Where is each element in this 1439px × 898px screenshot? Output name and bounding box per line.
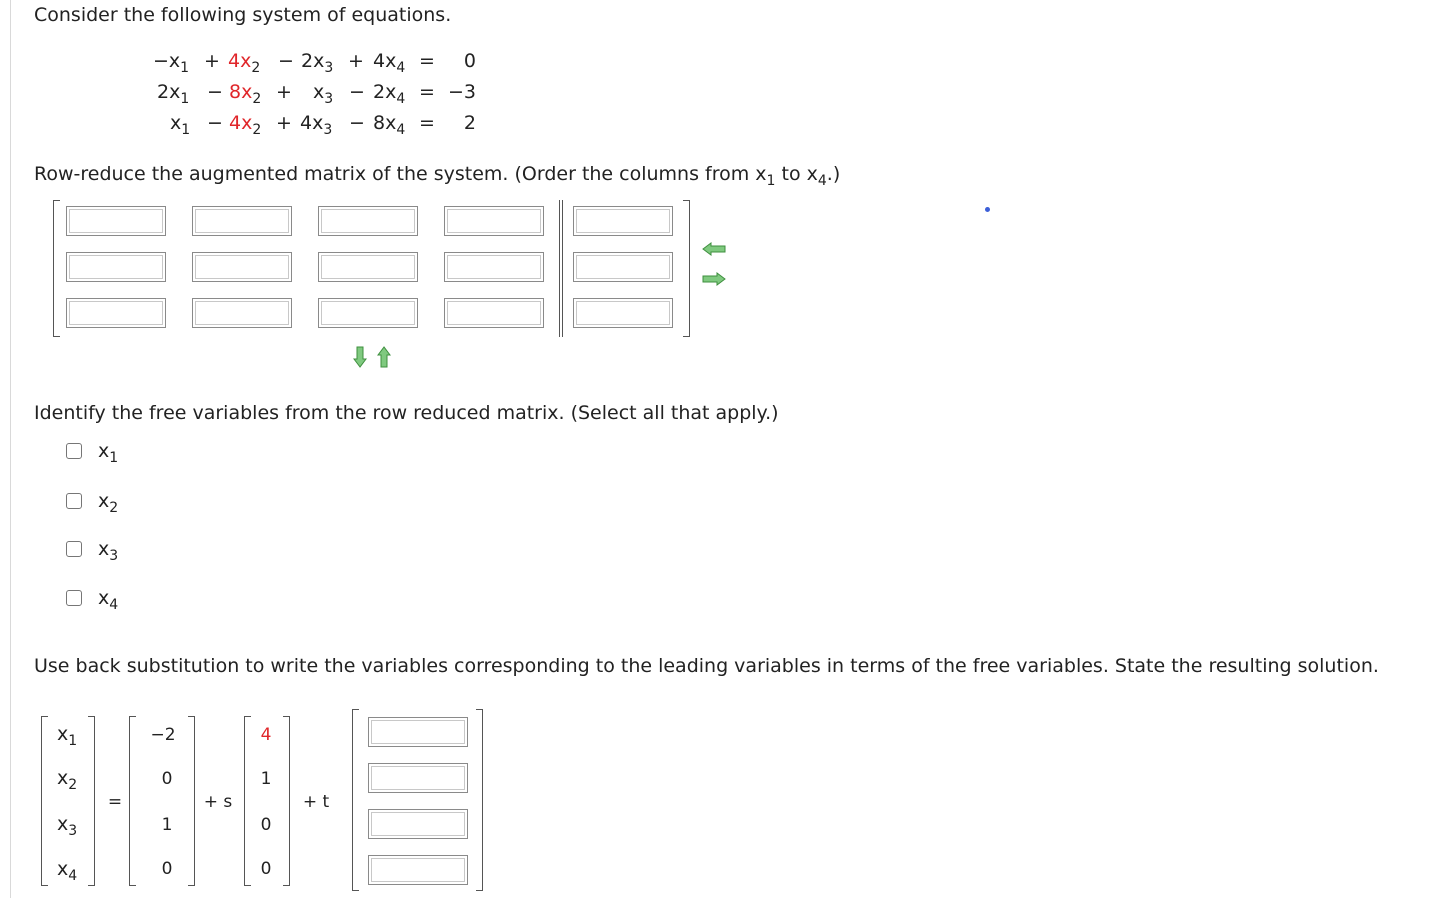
matrix-right-bracket-bottom xyxy=(683,336,690,337)
free-var-label-x2: $x_2$ xyxy=(98,490,119,516)
eq3-term1: $x_1$ xyxy=(170,112,191,138)
s-vector-lb-top xyxy=(129,716,136,717)
var-vector-left-bracket xyxy=(41,716,42,886)
eq2-term2: $8x_2$ xyxy=(229,81,262,107)
sol-var-x3: $x_3$ xyxy=(57,813,78,839)
eq3-rhs: 2 xyxy=(463,112,476,134)
free-vars-prompt: Identify the free variables from the row reduced matrix. (Select all that apply.) xyxy=(34,402,779,424)
t-vector-entry-2: 1 xyxy=(260,769,272,789)
eq2-term1: $2x_1$ xyxy=(157,81,190,107)
sol-var-x4: $x_4$ xyxy=(57,858,78,884)
augment-divider xyxy=(559,200,560,337)
matrix-right-bracket-top xyxy=(683,200,690,201)
var-vector-right-bracket xyxy=(94,716,95,886)
checkbox-x3[interactable] xyxy=(66,541,82,557)
matrix-cell-r3c1[interactable] xyxy=(66,298,166,328)
matrix-cell-r2c5[interactable] xyxy=(573,252,673,282)
remove-row-up-arrow-icon[interactable] xyxy=(377,346,391,368)
eq2-op2: + xyxy=(276,81,292,103)
eq1-op3: + xyxy=(348,50,364,72)
eq2-term4: $2x_4$ xyxy=(373,81,406,107)
answer-cell-1[interactable] xyxy=(368,717,468,747)
matrix-right-bracket xyxy=(689,200,690,337)
answer-vector-left-bracket xyxy=(352,709,353,891)
t-vector-left-bracket xyxy=(244,716,245,886)
eq1-op2: − xyxy=(278,50,294,72)
left-border-line xyxy=(10,0,11,898)
sol-var-x2: $x_2$ xyxy=(57,767,78,793)
free-var-label-x4: $x_4$ xyxy=(98,587,119,613)
eq3-term2: $4x_2$ xyxy=(229,112,262,138)
remove-column-left-arrow-icon[interactable] xyxy=(702,242,726,256)
s-vector-rb-top xyxy=(188,716,195,717)
matrix-cell-r2c3[interactable] xyxy=(318,252,418,282)
checkbox-x1[interactable] xyxy=(66,443,82,459)
s-vector-left-bracket xyxy=(129,716,130,886)
s-vector-entry-1: −2 xyxy=(150,725,176,745)
t-vector-rb-top xyxy=(283,716,290,717)
eq1-term1: $-x_1$ xyxy=(153,50,190,76)
free-var-label-x3: $x_3$ xyxy=(98,538,119,564)
eq3-term4: $8x_4$ xyxy=(373,112,406,138)
back-substitution-prompt: Use back substitution to write the variables corresponding to the leading variables in terms of the free variables. State the resulting solution. xyxy=(34,655,1379,677)
solution-equals-sign: = xyxy=(107,792,123,812)
eq1-op1: + xyxy=(204,50,220,72)
var-vector-rb-top xyxy=(88,716,95,717)
plus-t-label: + t xyxy=(302,792,330,812)
t-vector-entry-4: 0 xyxy=(260,859,272,879)
eq1-term3: $2x_3$ xyxy=(301,50,334,76)
answer-vector-rb-top xyxy=(476,709,483,710)
matrix-cell-r1c3[interactable] xyxy=(318,206,418,236)
answer-vector-rb-bottom xyxy=(476,890,483,891)
matrix-cell-r2c1[interactable] xyxy=(66,252,166,282)
eq3-term3: $4x_3$ xyxy=(300,112,333,138)
checkbox-x4[interactable] xyxy=(66,590,82,606)
answer-vector-lb-top xyxy=(352,709,359,710)
eq3-op1: − xyxy=(207,112,223,134)
matrix-cell-r2c4[interactable] xyxy=(444,252,544,282)
answer-vector-lb-bottom xyxy=(352,890,359,891)
answer-vector-right-bracket xyxy=(482,709,483,891)
var-vector-lb-bottom xyxy=(41,885,48,886)
matrix-cell-r2c2[interactable] xyxy=(192,252,292,282)
var-vector-rb-bottom xyxy=(88,885,95,886)
matrix-left-bracket-top xyxy=(53,200,60,201)
matrix-left-bracket-bottom xyxy=(53,336,60,337)
t-vector-rb-bottom xyxy=(283,885,290,886)
s-vector-entry-3: 1 xyxy=(161,815,173,835)
sol-var-x1: $x_1$ xyxy=(57,723,78,749)
free-var-label-x1: $x_1$ xyxy=(98,440,119,466)
plus-s-label: + s xyxy=(203,792,233,812)
eq3-equals: = xyxy=(419,112,435,134)
eq2-op1: − xyxy=(207,81,223,103)
eq1-term4: $4x_4$ xyxy=(373,50,406,76)
s-vector-right-bracket xyxy=(194,716,195,886)
intro-text: Consider the following system of equations. xyxy=(34,4,452,26)
s-vector-lb-bottom xyxy=(129,885,136,886)
matrix-cell-r1c1[interactable] xyxy=(66,206,166,236)
matrix-cell-r3c5[interactable] xyxy=(573,298,673,328)
matrix-cell-r1c4[interactable] xyxy=(444,206,544,236)
matrix-cell-r1c2[interactable] xyxy=(192,206,292,236)
s-vector-entry-2: 0 xyxy=(161,769,173,789)
augment-divider-2 xyxy=(562,200,563,337)
rowreduce-prompt: Row-reduce the augmented matrix of the system. (Order the columns from $x_1$ to $x_4$.) xyxy=(34,163,841,189)
eq2-rhs: −3 xyxy=(447,81,476,103)
eq2-op3: − xyxy=(349,81,365,103)
s-vector-rb-bottom xyxy=(188,885,195,886)
answer-cell-3[interactable] xyxy=(368,809,468,839)
matrix-cell-r3c2[interactable] xyxy=(192,298,292,328)
eq1-equals: = xyxy=(419,50,435,72)
t-vector-right-bracket xyxy=(289,716,290,886)
add-row-down-arrow-icon[interactable] xyxy=(353,346,367,368)
checkbox-x2[interactable] xyxy=(66,493,82,509)
t-vector-lb-bottom xyxy=(244,885,251,886)
eq1-term2: $4x_2$ xyxy=(228,50,261,76)
matrix-cell-r1c5[interactable] xyxy=(573,206,673,236)
eq2-equals: = xyxy=(419,81,435,103)
matrix-left-bracket xyxy=(53,200,54,337)
add-column-right-arrow-icon[interactable] xyxy=(702,272,726,286)
answer-cell-2[interactable] xyxy=(368,763,468,793)
answer-cell-4[interactable] xyxy=(368,855,468,885)
matrix-cell-r3c4[interactable] xyxy=(444,298,544,328)
t-vector-entry-3: 0 xyxy=(260,815,272,835)
eq2-term3: $x_3$ xyxy=(313,81,334,107)
indicator-dot xyxy=(985,207,990,212)
t-vector-entry-1: 4 xyxy=(260,725,272,745)
eq3-op2: + xyxy=(276,112,292,134)
s-vector-entry-4: 0 xyxy=(161,859,173,879)
eq3-op3: − xyxy=(349,112,365,134)
var-vector-lb-top xyxy=(41,716,48,717)
matrix-cell-r3c3[interactable] xyxy=(318,298,418,328)
t-vector-lb-top xyxy=(244,716,251,717)
eq1-rhs: 0 xyxy=(463,50,476,72)
